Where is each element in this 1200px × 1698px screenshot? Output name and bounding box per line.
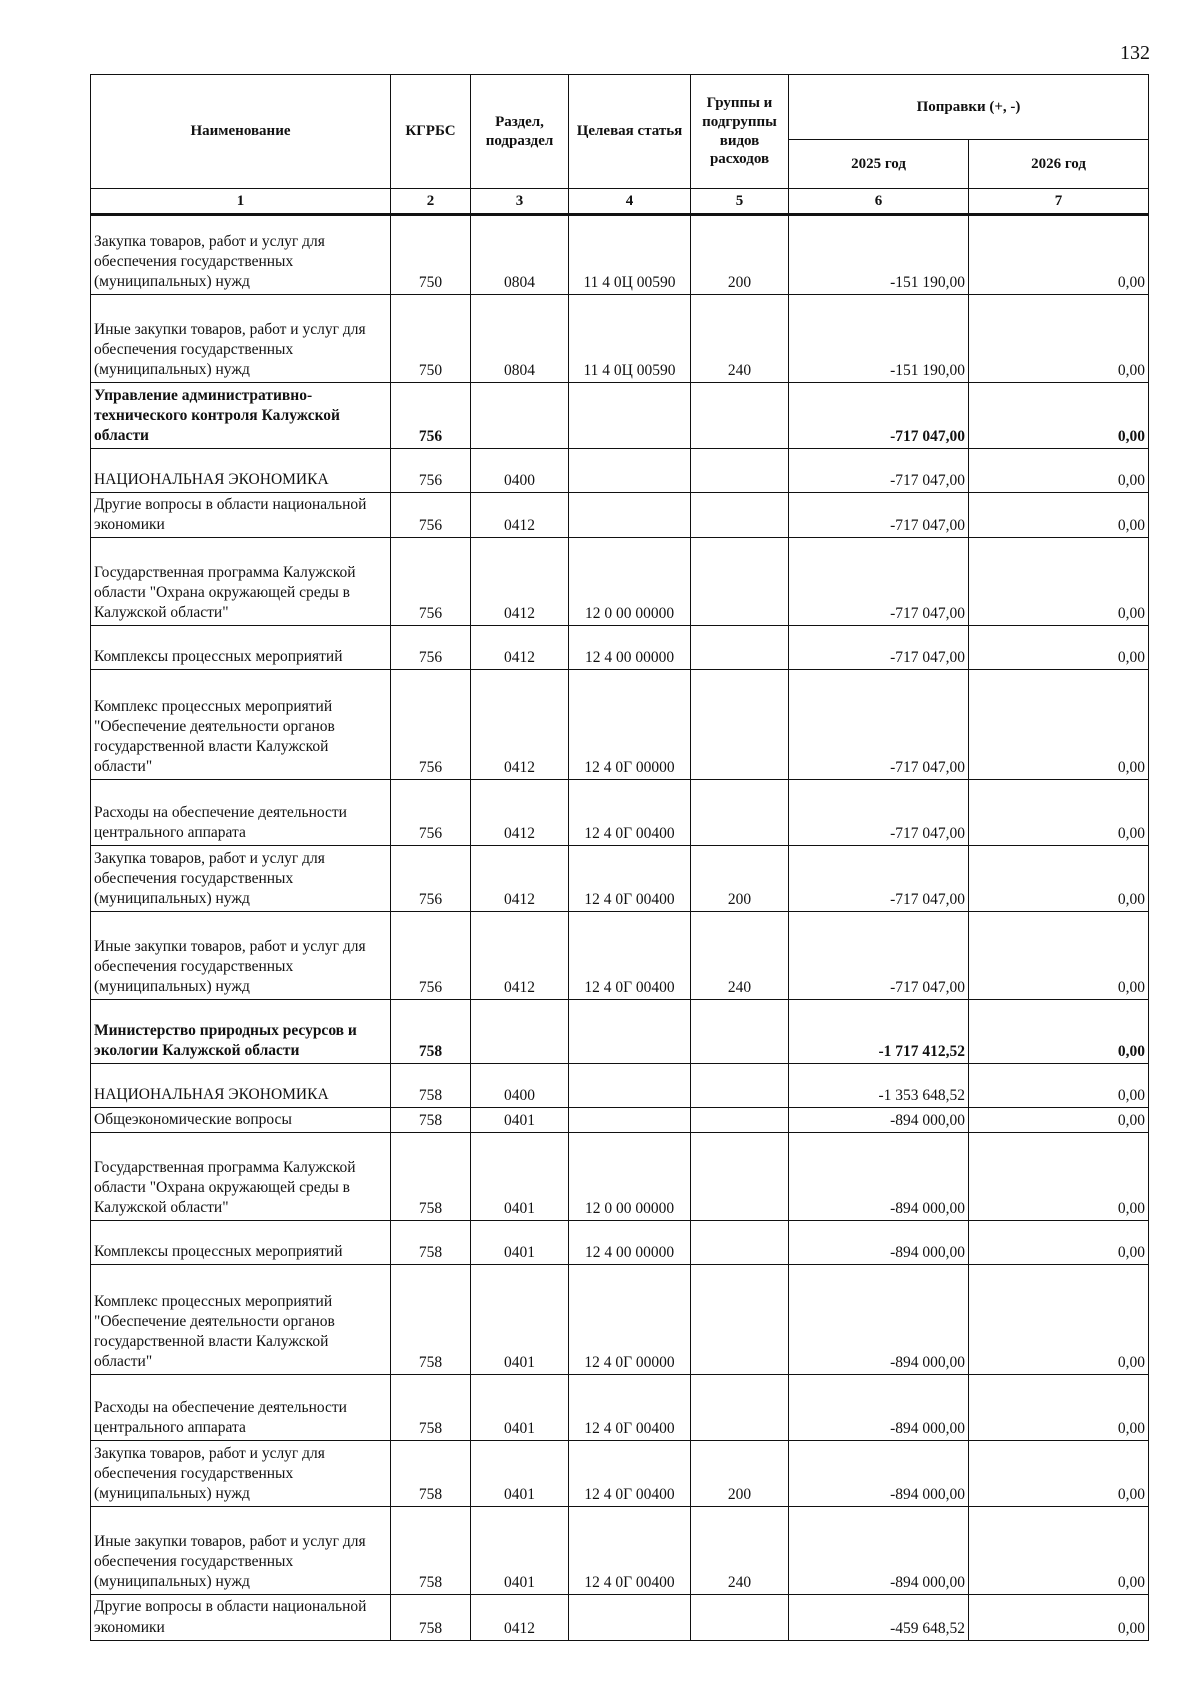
- row-kgrbs: 758: [391, 1375, 471, 1441]
- row-kgrbs: 758: [391, 1265, 471, 1375]
- row-celevaya: 12 4 0Г 00400: [569, 1441, 691, 1507]
- row-gruppa: [691, 383, 789, 449]
- row-gruppa: [691, 670, 789, 780]
- budget-amendments-table: [90, 74, 1149, 1641]
- row-name: Иные закупки товаров, работ и услуг для обеспечения государственных (муниципальных) нужд: [91, 912, 391, 1000]
- row-razdel: 0412: [471, 846, 569, 912]
- row-gruppa: [691, 1375, 789, 1441]
- row-kgrbs: 758: [391, 1221, 471, 1265]
- table-row: [91, 295, 1149, 383]
- row-gruppa: [691, 493, 789, 538]
- row-kgrbs: 758: [391, 1441, 471, 1507]
- row-gruppa: 240: [691, 1507, 789, 1595]
- row-gruppa: [691, 1000, 789, 1064]
- row-razdel: 0412: [471, 538, 569, 626]
- row-razdel: 0401: [471, 1507, 569, 1595]
- row-kgrbs: 756: [391, 912, 471, 1000]
- row-celevaya: [569, 493, 691, 538]
- row-celevaya: 12 4 00 00000: [569, 626, 691, 670]
- row-amount-2025: -717 047,00: [789, 538, 969, 626]
- row-kgrbs: 756: [391, 670, 471, 780]
- row-amount-2025: -717 047,00: [789, 493, 969, 538]
- row-kgrbs: 758: [391, 1507, 471, 1595]
- row-name: Министерство природных ресурсов и экологии Калужской области: [91, 1000, 391, 1064]
- row-gruppa: 200: [691, 215, 789, 295]
- row-amount-2025: -894 000,00: [789, 1108, 969, 1133]
- row-amount-2026: 0,00: [969, 1595, 1149, 1640]
- row-razdel: [471, 383, 569, 449]
- row-amount-2026: 0,00: [969, 912, 1149, 1000]
- row-amount-2026: 0,00: [969, 493, 1149, 538]
- row-gruppa: 240: [691, 912, 789, 1000]
- row-razdel: [471, 1000, 569, 1064]
- table-row: [91, 846, 1149, 912]
- row-celevaya: 12 0 00 00000: [569, 538, 691, 626]
- row-amount-2025: -894 000,00: [789, 1265, 969, 1375]
- row-celevaya: [569, 449, 691, 493]
- row-celevaya: 12 4 0Г 00400: [569, 1375, 691, 1441]
- row-razdel: 0401: [471, 1133, 569, 1221]
- row-amount-2026: 0,00: [969, 1000, 1149, 1064]
- row-gruppa: [691, 1064, 789, 1108]
- row-kgrbs: 758: [391, 1064, 471, 1108]
- row-amount-2026: 0,00: [969, 1133, 1149, 1221]
- table-row: [91, 1133, 1149, 1221]
- row-amount-2026: 0,00: [969, 670, 1149, 780]
- row-name: Управление административно-технического контроля Калужской области: [91, 383, 391, 449]
- row-name: Иные закупки товаров, работ и услуг для обеспечения государственных (муниципальных) нужд: [91, 1507, 391, 1595]
- row-gruppa: 240: [691, 295, 789, 383]
- col-number: 6: [789, 189, 969, 215]
- table-row: [91, 780, 1149, 846]
- header-gruppy: Группы и подгруппы видов расходов: [691, 75, 789, 189]
- row-amount-2025: -894 000,00: [789, 1375, 969, 1441]
- row-gruppa: 200: [691, 1441, 789, 1507]
- table-row: [91, 1441, 1149, 1507]
- row-gruppa: [691, 538, 789, 626]
- row-celevaya: 12 4 0Г 00000: [569, 670, 691, 780]
- row-amount-2025: -717 047,00: [789, 780, 969, 846]
- header-kgrbs: КГРБС: [391, 75, 471, 189]
- header-razdel: Раздел, подраздел: [471, 75, 569, 189]
- header-name: Наименование: [91, 75, 391, 189]
- row-amount-2026: 0,00: [969, 1108, 1149, 1133]
- row-kgrbs: 758: [391, 1595, 471, 1640]
- row-razdel: 0412: [471, 912, 569, 1000]
- header-celevaya: Целевая статья: [569, 75, 691, 189]
- row-kgrbs: 756: [391, 846, 471, 912]
- row-gruppa: [691, 1265, 789, 1375]
- row-amount-2025: -894 000,00: [789, 1507, 969, 1595]
- row-amount-2025: -1 717 412,52: [789, 1000, 969, 1064]
- row-name: НАЦИОНАЛЬНАЯ ЭКОНОМИКА: [91, 1064, 391, 1108]
- row-name: НАЦИОНАЛЬНАЯ ЭКОНОМИКА: [91, 449, 391, 493]
- row-gruppa: [691, 1133, 789, 1221]
- row-celevaya: 11 4 0Ц 00590: [569, 215, 691, 295]
- row-celevaya: 12 4 0Г 00400: [569, 780, 691, 846]
- row-amount-2026: 0,00: [969, 626, 1149, 670]
- row-celevaya: [569, 1108, 691, 1133]
- row-razdel: 0412: [471, 670, 569, 780]
- row-name: Расходы на обеспечение деятельности центрального аппарата: [91, 1375, 391, 1441]
- row-celevaya: [569, 1000, 691, 1064]
- table-row: [91, 449, 1149, 493]
- row-amount-2026: 0,00: [969, 1221, 1149, 1265]
- row-amount-2025: -717 047,00: [789, 912, 969, 1000]
- row-celevaya: [569, 383, 691, 449]
- row-amount-2025: -717 047,00: [789, 449, 969, 493]
- row-amount-2026: 0,00: [969, 780, 1149, 846]
- row-celevaya: 11 4 0Ц 00590: [569, 295, 691, 383]
- col-number: 5: [691, 189, 789, 215]
- table-row: [91, 1000, 1149, 1064]
- row-amount-2025: -717 047,00: [789, 846, 969, 912]
- row-celevaya: 12 4 0Г 00000: [569, 1265, 691, 1375]
- row-name: Комплекс процессных мероприятий "Обеспечение деятельности органов государственной власти Калужской области": [91, 1265, 391, 1375]
- row-razdel: 0400: [471, 449, 569, 493]
- row-razdel: 0400: [471, 1064, 569, 1108]
- row-name: Расходы на обеспечение деятельности центрального аппарата: [91, 780, 391, 846]
- row-celevaya: 12 4 0Г 00400: [569, 846, 691, 912]
- row-razdel: 0804: [471, 295, 569, 383]
- table-row: [91, 670, 1149, 780]
- page-number: 132: [1120, 42, 1150, 64]
- row-amount-2026: 0,00: [969, 1064, 1149, 1108]
- row-amount-2025: -151 190,00: [789, 215, 969, 295]
- row-amount-2026: 0,00: [969, 215, 1149, 295]
- row-kgrbs: 758: [391, 1108, 471, 1133]
- header-popravki: Поправки (+, -): [789, 75, 1149, 140]
- row-kgrbs: 758: [391, 1000, 471, 1064]
- row-razdel: 0412: [471, 780, 569, 846]
- row-name: Комплексы процессных мероприятий: [91, 1221, 391, 1265]
- table-row: [91, 1064, 1149, 1108]
- row-amount-2026: 0,00: [969, 1375, 1149, 1441]
- table-row: [91, 215, 1149, 295]
- row-razdel: 0412: [471, 493, 569, 538]
- row-kgrbs: 756: [391, 493, 471, 538]
- row-name: Иные закупки товаров, работ и услуг для обеспечения государственных (муниципальных) нужд: [91, 295, 391, 383]
- table-row: [91, 1595, 1149, 1640]
- row-name: Закупка товаров, работ и услуг для обеспечения государственных (муниципальных) нужд: [91, 846, 391, 912]
- row-celevaya: 12 4 0Г 00400: [569, 912, 691, 1000]
- row-amount-2025: -717 047,00: [789, 383, 969, 449]
- table-row: [91, 1507, 1149, 1595]
- row-razdel: 0401: [471, 1221, 569, 1265]
- row-name: Государственная программа Калужской области "Охрана окружающей среды в Калужской области": [91, 1133, 391, 1221]
- row-gruppa: [691, 780, 789, 846]
- table-row: [91, 626, 1149, 670]
- row-kgrbs: 756: [391, 383, 471, 449]
- row-amount-2025: -894 000,00: [789, 1441, 969, 1507]
- col-number: 4: [569, 189, 691, 215]
- table-row: [91, 1108, 1149, 1133]
- row-celevaya: 12 4 0Г 00400: [569, 1507, 691, 1595]
- row-name: Другие вопросы в области национальной экономики: [91, 1595, 391, 1640]
- row-gruppa: [691, 1108, 789, 1133]
- col-number: 7: [969, 189, 1149, 215]
- table-body: [91, 215, 1149, 1641]
- row-name: Общеэкономические вопросы: [91, 1108, 391, 1133]
- row-amount-2026: 0,00: [969, 1265, 1149, 1375]
- row-amount-2026: 0,00: [969, 538, 1149, 626]
- table-row: [91, 912, 1149, 1000]
- row-amount-2025: -1 353 648,52: [789, 1064, 969, 1108]
- table-row: [91, 1265, 1149, 1375]
- row-amount-2026: 0,00: [969, 1507, 1149, 1595]
- row-name: Государственная программа Калужской области "Охрана окружающей среды в Калужской области": [91, 538, 391, 626]
- row-celevaya: [569, 1595, 691, 1640]
- row-gruppa: 200: [691, 846, 789, 912]
- row-razdel: 0401: [471, 1108, 569, 1133]
- row-kgrbs: 756: [391, 626, 471, 670]
- row-gruppa: [691, 626, 789, 670]
- table-row: [91, 1375, 1149, 1441]
- row-gruppa: [691, 1221, 789, 1265]
- row-name: Закупка товаров, работ и услуг для обеспечения государственных (муниципальных) нужд: [91, 215, 391, 295]
- row-name: Комплексы процессных мероприятий: [91, 626, 391, 670]
- row-amount-2026: 0,00: [969, 295, 1149, 383]
- col-number: 1: [91, 189, 391, 215]
- row-amount-2026: 0,00: [969, 1441, 1149, 1507]
- col-number: 3: [471, 189, 569, 215]
- row-kgrbs: 756: [391, 538, 471, 626]
- row-kgrbs: 758: [391, 1133, 471, 1221]
- row-amount-2026: 0,00: [969, 449, 1149, 493]
- table-row: [91, 493, 1149, 538]
- row-amount-2025: -717 047,00: [789, 626, 969, 670]
- row-name: Комплекс процессных мероприятий "Обеспечение деятельности органов государственной власти Калужской области": [91, 670, 391, 780]
- row-razdel: 0412: [471, 1595, 569, 1640]
- row-gruppa: [691, 1595, 789, 1640]
- row-name: Другие вопросы в области национальной экономики: [91, 493, 391, 538]
- row-amount-2025: -151 190,00: [789, 295, 969, 383]
- row-amount-2025: -894 000,00: [789, 1133, 969, 1221]
- row-amount-2025: -459 648,52: [789, 1595, 969, 1640]
- row-celevaya: 12 0 00 00000: [569, 1133, 691, 1221]
- table-row: [91, 383, 1149, 449]
- row-amount-2025: -894 000,00: [789, 1221, 969, 1265]
- table-row: [91, 538, 1149, 626]
- row-amount-2026: 0,00: [969, 383, 1149, 449]
- row-kgrbs: 750: [391, 215, 471, 295]
- table-row: [91, 1221, 1149, 1265]
- col-number: 2: [391, 189, 471, 215]
- row-razdel: 0412: [471, 626, 569, 670]
- row-name: Закупка товаров, работ и услуг для обеспечения государственных (муниципальных) нужд: [91, 1441, 391, 1507]
- row-amount-2025: -717 047,00: [789, 670, 969, 780]
- row-razdel: 0804: [471, 215, 569, 295]
- row-celevaya: 12 4 00 00000: [569, 1221, 691, 1265]
- row-razdel: 0401: [471, 1265, 569, 1375]
- row-kgrbs: 756: [391, 449, 471, 493]
- row-kgrbs: 756: [391, 780, 471, 846]
- row-razdel: 0401: [471, 1441, 569, 1507]
- header-year-2025: 2025 год: [789, 140, 969, 189]
- row-celevaya: [569, 1064, 691, 1108]
- row-gruppa: [691, 449, 789, 493]
- row-razdel: 0401: [471, 1375, 569, 1441]
- row-amount-2026: 0,00: [969, 846, 1149, 912]
- header-year-2026: 2026 год: [969, 140, 1149, 189]
- row-kgrbs: 750: [391, 295, 471, 383]
